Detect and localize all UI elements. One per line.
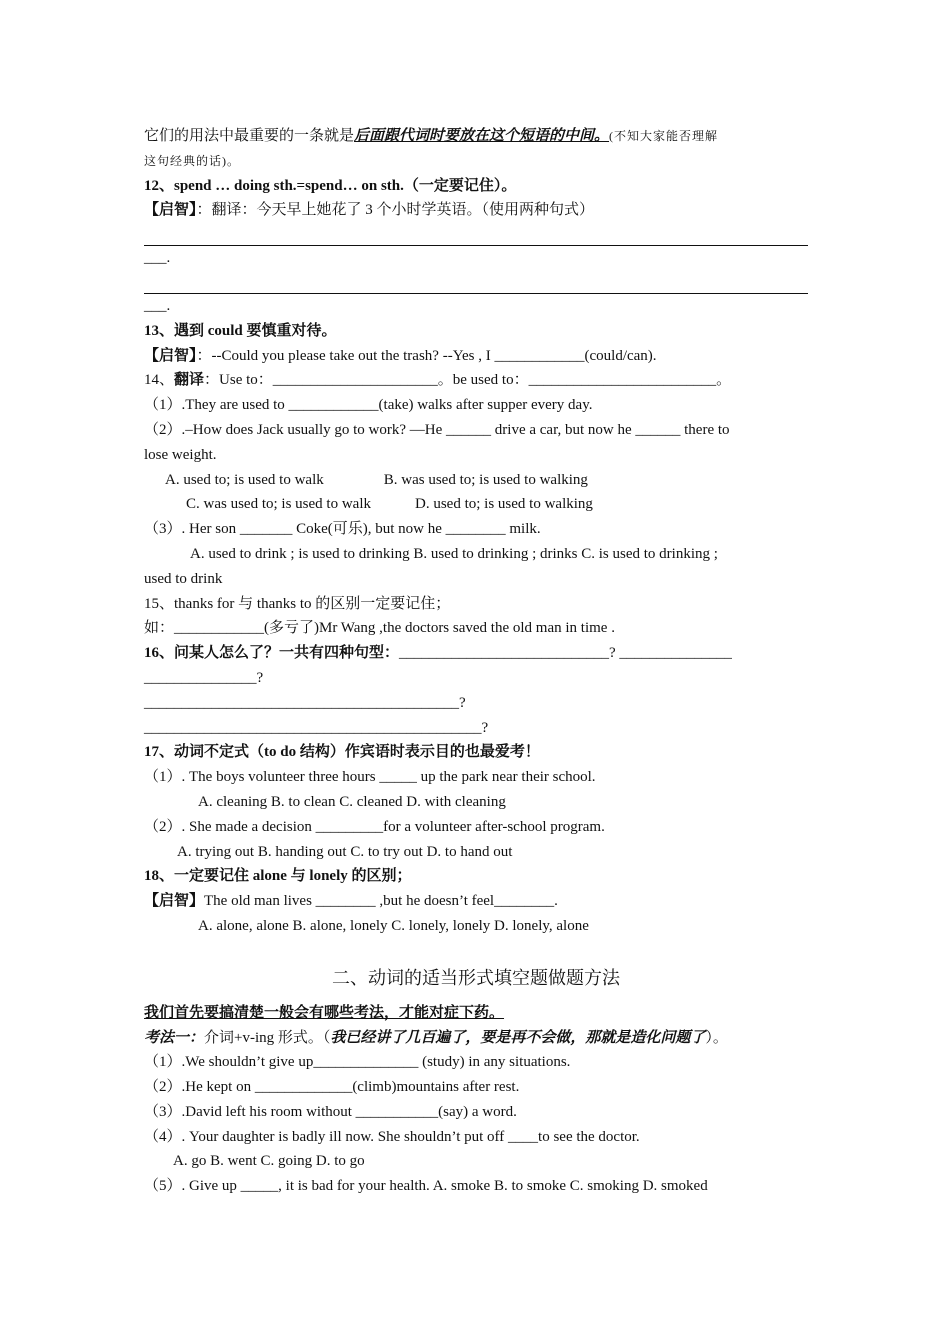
q16-line xyxy=(144,641,808,666)
q15-title: 15、thanks for 与 thanks to 的区别一定要记住； xyxy=(144,595,451,612)
kaofa-1-note: 我已经讲了几百遍了，要是再不会做，那就是造化问题了 xyxy=(330,1029,706,1046)
q12-prompt xyxy=(144,198,808,223)
q18-text: The old man lives ________ ,but he doesn’t feel________. xyxy=(204,893,558,910)
kaofa-1-text: 介词+v-ing 形式。（ xyxy=(204,1029,331,1046)
q13-title: 13、遇到 could 要慎重对待。 xyxy=(144,322,337,339)
q16-blank-4: _____________________________________________? xyxy=(144,719,489,736)
q14-option-c: C. was used to; is used to walk xyxy=(186,496,371,513)
q18-qizhi: 【启智】 xyxy=(144,893,205,910)
q14-num: 14、 xyxy=(144,372,175,389)
q14-sentence-3: （3）. Her son _______ Coke(可乐), but now he ________ milk. xyxy=(144,521,541,538)
exercise-4-options: A. go B. went C. going D. to go xyxy=(173,1153,365,1170)
q15-text: 如：____________(多亏了)Mr Wang ,the doctors saved the old man in time . xyxy=(144,620,615,637)
intro-emphasis: 后面跟代词时要放在这个短语的中间。 xyxy=(354,128,610,144)
exercise-5: （5）. Give up _____, it is bad for your health. A. smoke B. to smoke C. smoking D. smoked xyxy=(144,1178,708,1195)
q14-label: 翻译 xyxy=(174,372,205,389)
exercise-1: （1）.We shouldn’t give up______________ (study) in any situations. xyxy=(144,1054,571,1071)
q13-text: ：--Could you please take out the trash? --Yes , I ____________(could/can). xyxy=(196,347,657,364)
q14-sentence-1: （1）.They are used to ____________(take) walks after supper every day. xyxy=(144,397,593,414)
q14-sentence-2: （2）.–How does Jack usually go to work? —He ______ drive a car, but now he ______ there to xyxy=(144,421,730,438)
exercise-3: （3）.David left his room without ___________(say) a word. xyxy=(144,1103,517,1120)
q18-prompt xyxy=(144,889,808,914)
kaofa-1-label: 考法一： xyxy=(144,1029,205,1046)
section-2-heading: 二、动词的适当形式填空题做题方法 xyxy=(332,967,620,989)
q14-options-3-cont: used to drink xyxy=(144,570,223,587)
kaofa-1-end: ）。 xyxy=(705,1029,728,1046)
q17-options-1: A. cleaning B. to clean C. cleaned D. with cleaning xyxy=(198,793,506,810)
q14-text: ：Use to：______________________。be used to：_________________________。 xyxy=(204,372,732,389)
q18-options: A. alone, alone B. alone, lonely C. lonely, lonely D. lonely, alone xyxy=(198,917,589,934)
q12-qizhi: 【启智】 xyxy=(144,202,197,219)
q18-title: 18、一定要记住 alone 与 lonely 的区别； xyxy=(144,868,412,885)
q14-sentence-2-cont: lose weight. xyxy=(144,446,217,463)
exercise-4: （4）. Your daughter is badly ill now. She shouldn’t put off ____to see the doctor. xyxy=(144,1128,640,1145)
q14-line xyxy=(144,368,808,393)
q16-blank-2: _______________? xyxy=(144,669,264,686)
kaofa-1-line xyxy=(144,1026,808,1051)
q16-blank-3: __________________________________________? xyxy=(144,694,466,711)
q12-title: 12、spend … doing sth.=spend… on sth.（一定要记住）。 xyxy=(144,177,517,194)
q14-option-a: A. used to; is used to walk xyxy=(165,471,324,488)
q14-option-b: B. was used to; is used to walking xyxy=(383,471,588,488)
exercise-2: （2）.He kept on _____________(climb)mountains after rest. xyxy=(144,1079,520,1096)
q12-answer-line-2[interactable] xyxy=(144,275,808,294)
q12-answer-tail-1: ___. xyxy=(144,250,171,267)
q14-options-2 xyxy=(144,492,808,517)
intro-line xyxy=(144,124,808,149)
q14-options-3: A. used to drink ; is used to drinking B. used to drinking ; drinks C. is used to drinking ; xyxy=(190,545,718,562)
q12-text: ：翻译：今天早上她花了 3 个小时学英语。（使用两种句式） xyxy=(196,202,595,219)
q17-options-2: A. trying out B. handing out C. to try out D. to hand out xyxy=(177,843,513,860)
q16-blank-1: ____________________________? _______________ xyxy=(399,645,732,662)
intro-note: (不知大家能否理解 xyxy=(609,129,719,143)
q13-prompt xyxy=(144,344,808,369)
q13-qizhi: 【启智】 xyxy=(144,347,197,364)
section-2-lead: 我们首先要搞清楚一般会有哪些考法，才能对症下药。 xyxy=(144,1004,505,1021)
q12-answer-line-1[interactable] xyxy=(144,227,808,246)
q17-sentence-1: （1）. The boys volunteer three hours _____ up the park near their school. xyxy=(144,769,596,786)
q16-title: 16、问某人怎么了？一共有四种句型： xyxy=(144,645,400,662)
intro-note-cont: 这句经典的话)。 xyxy=(144,153,240,168)
intro-text: 它们的用法中最重要的一条就是 xyxy=(144,128,355,144)
document-page xyxy=(144,124,808,1199)
q14-options-1 xyxy=(144,468,808,493)
q14-option-d: D. used to; is used to walking xyxy=(415,496,593,513)
q17-title: 17、动词不定式（to do 结构）作宾语时表示目的也最爱考！ xyxy=(144,744,540,761)
q12-answer-tail-2: ___. xyxy=(144,297,171,314)
q17-sentence-2: （2）. She made a decision _________for a volunteer after-school program. xyxy=(144,818,605,835)
